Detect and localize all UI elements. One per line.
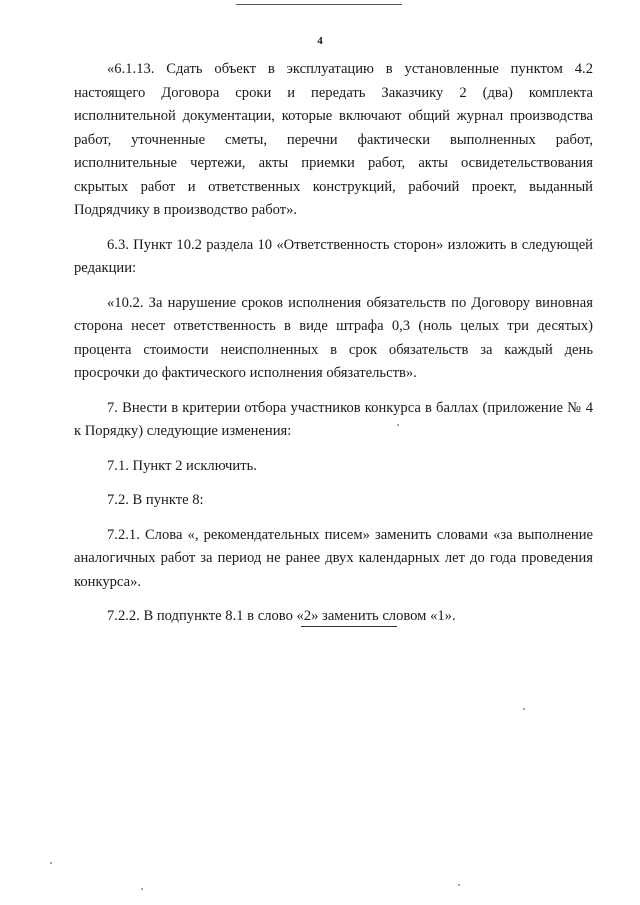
- paragraph-6-3: 6.3. Пункт 10.2 раздела 10 «Ответственность сторон» изложить в следующей редакции:: [74, 236, 593, 276]
- paragraph-7-2-2: 7.2.2. В подпункте 8.1 в слово «2» заменить словом «1».: [107, 608, 456, 624]
- document-body: [74, 58, 593, 640]
- scan-speck: [50, 862, 52, 864]
- paragraph-6-1-13: «6.1.13. Сдать объект в эксплуатацию в установленные пунктом 4.2 настоящего Договора сроки и передать Заказчику 2 (два) комплекта исполнительной документации, которые включают общий журнал производства работ, уточненные сметы, перечни фактически выполненных работ, исполнительные чертежи, акты приемки работ, акты освидетельствования скрытых работ и ответственных конструкций, рабочий проект, выданный Подрядчику в производство работ».: [74, 61, 593, 218]
- scan-speck: [523, 708, 525, 710]
- end-of-text-rule: [301, 626, 397, 627]
- paragraph-10-2: «10.2. За нарушение сроков исполнения обязательств по Договору виновная сторона несет ответственность в виде штрафа 0,3 (ноль целых три десятых) процента стоимости неисполненных в срок обязательств за каждый день просрочки до фактического исполнения обязательств».: [74, 294, 593, 381]
- paragraph-7-2: 7.2. В пункте 8:: [107, 492, 204, 508]
- paragraph-7-1: 7.1. Пункт 2 исключить.: [107, 457, 257, 474]
- page-number: 4: [317, 35, 323, 47]
- paragraph-7: 7. Внести в критерии отбора участников конкурса в баллах (приложение № 4 к Порядку) следующие изменения:: [74, 399, 593, 439]
- scan-speck: [397, 424, 399, 426]
- scan-speck: [141, 888, 143, 890]
- top-scan-rule: [236, 4, 402, 5]
- paragraph-7-2-1: 7.2.1. Слова «, рекомендательных писем» заменить словами «за выполнение аналогичных работ за период не ранее двух календарных лет до года проведения конкурса».: [74, 526, 593, 590]
- scan-speck: [458, 884, 460, 886]
